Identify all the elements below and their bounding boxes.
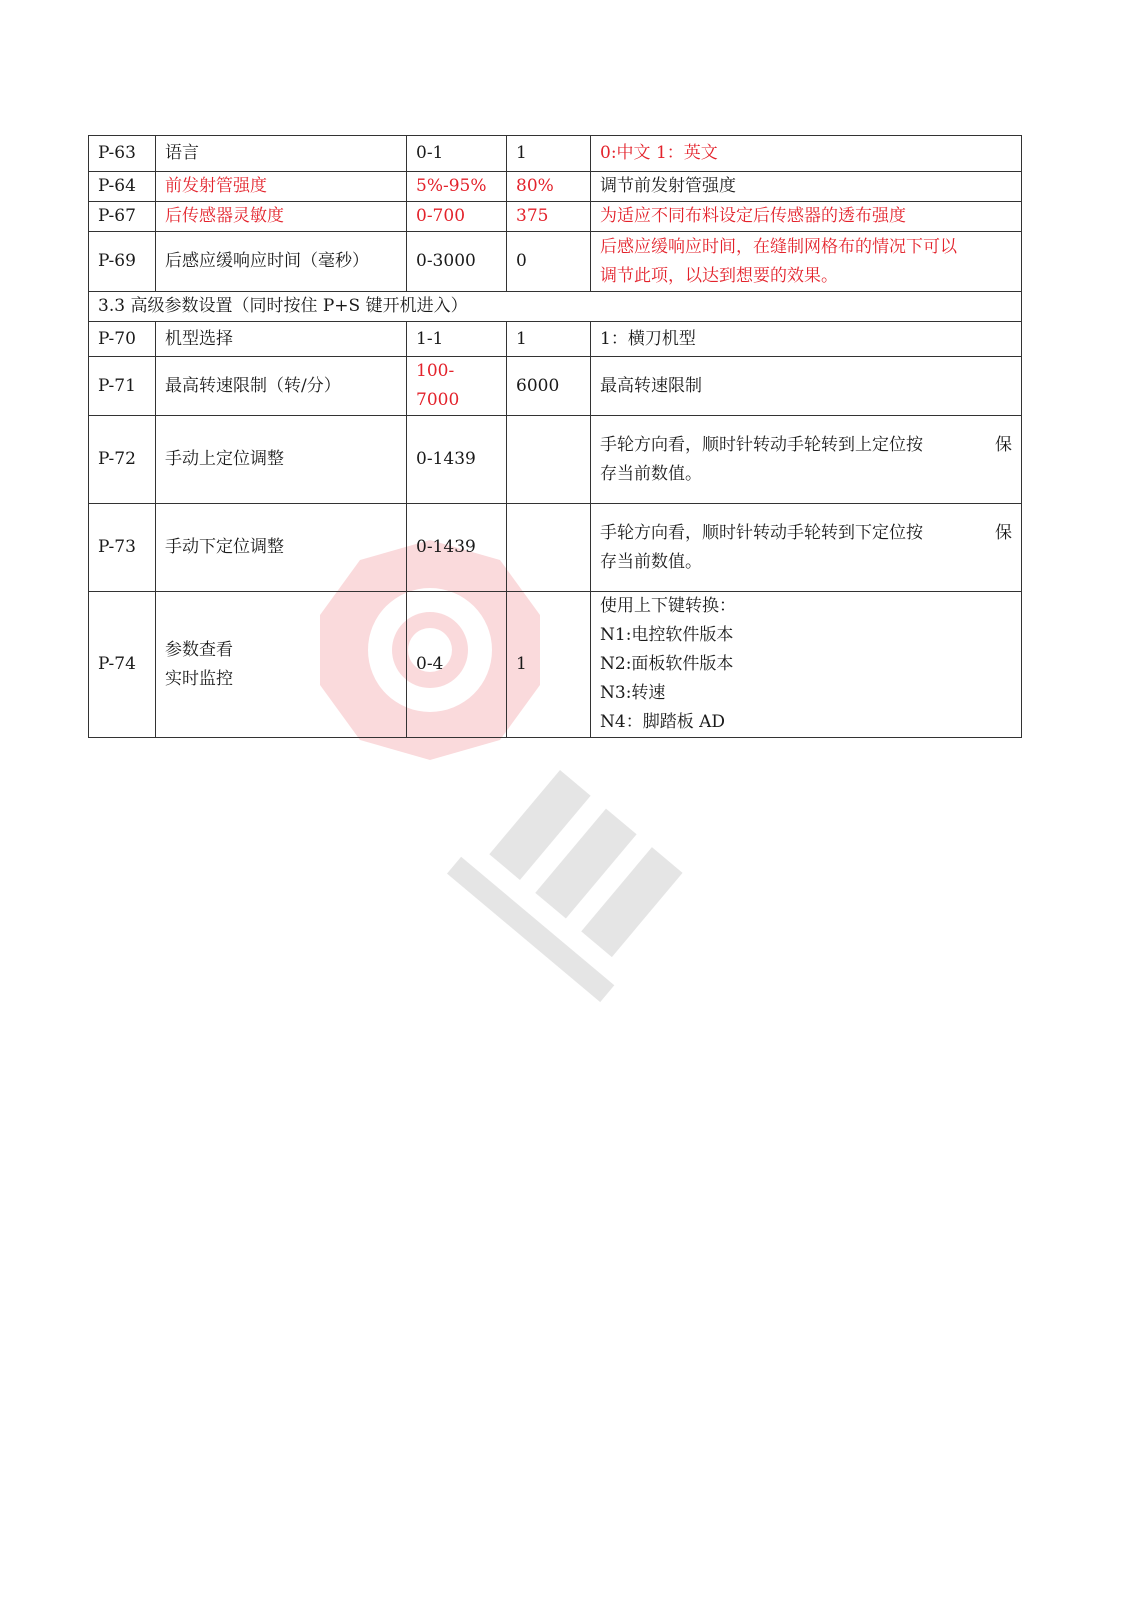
param-desc xyxy=(591,232,1022,292)
param-range: 0-1439 xyxy=(407,416,507,504)
param-default: 1 xyxy=(507,136,591,172)
desc-line: 保 xyxy=(995,522,1012,543)
param-name: 后传感器灵敏度 xyxy=(156,202,407,232)
param-range: 0-1 xyxy=(407,136,507,172)
desc-line: 保 xyxy=(995,434,1012,455)
param-name: 最高转速限制（转/分） xyxy=(156,357,407,416)
section-title: 3.3 高级参数设置（同时按住 P+S 键开机进入） xyxy=(89,292,1022,322)
param-code: P-64 xyxy=(89,172,156,202)
param-default: 1 xyxy=(507,322,591,357)
param-code: P-73 xyxy=(89,504,156,592)
desc-line: N4：脚踏板 AD xyxy=(600,712,726,732)
param-default: 6000 xyxy=(507,357,591,416)
param-name: 手动上定位调整 xyxy=(156,416,407,504)
param-default: 1 xyxy=(507,592,591,738)
param-default: 375 xyxy=(507,202,591,232)
param-name: 后感应缓响应时间（毫秒） xyxy=(156,232,407,292)
param-name: 机型选择 xyxy=(156,322,407,357)
table-row xyxy=(89,592,1022,738)
param-range: 0-1439 xyxy=(407,504,507,592)
param-default xyxy=(507,504,591,592)
param-desc: 0:中文 1：英文 xyxy=(591,136,1022,172)
param-range: 1-1 xyxy=(407,322,507,357)
table-row xyxy=(89,136,1022,172)
param-name: 手动下定位调整 xyxy=(156,504,407,592)
param-desc xyxy=(591,416,1022,504)
param-desc xyxy=(591,504,1022,592)
watermark-brand-text xyxy=(447,757,698,1002)
param-desc: 调节前发射管强度 xyxy=(591,172,1022,202)
name-line: 实时监控 xyxy=(165,668,233,689)
name-line: 参数查看 xyxy=(165,639,233,660)
param-range: 100-7000 xyxy=(407,357,507,416)
param-default: 80% xyxy=(507,172,591,202)
table-row xyxy=(89,202,1022,232)
desc-line: 后感应缓响应时间，在缝制网格布的情况下可以 xyxy=(600,236,957,257)
desc-line: N3:转速 xyxy=(600,683,666,703)
desc-line: N1:电控软件版本 xyxy=(600,625,734,645)
desc-line: 手轮方向看，顺时针转动手轮转到上定位按 xyxy=(600,434,923,455)
param-code: P-70 xyxy=(89,322,156,357)
param-range: 0-700 xyxy=(407,202,507,232)
param-name: 语言 xyxy=(156,136,407,172)
param-name xyxy=(156,592,407,738)
param-default: 0 xyxy=(507,232,591,292)
param-code: P-71 xyxy=(89,357,156,416)
param-desc: 最高转速限制 xyxy=(591,357,1022,416)
param-code: P-63 xyxy=(89,136,156,172)
param-range: 5%-95% xyxy=(407,172,507,202)
table-row xyxy=(89,357,1022,416)
param-desc: 为适应不同布料设定后传感器的透布强度 xyxy=(591,202,1022,232)
desc-line: 存当前数值。 xyxy=(600,463,702,484)
param-desc xyxy=(591,592,1022,738)
section-row xyxy=(89,292,1022,322)
parameter-table xyxy=(88,135,1022,738)
desc-line: 存当前数值。 xyxy=(600,551,702,572)
param-default xyxy=(507,416,591,504)
param-desc: 1：横刀机型 xyxy=(591,322,1022,357)
table-row xyxy=(89,232,1022,292)
param-code: P-67 xyxy=(89,202,156,232)
table-row xyxy=(89,504,1022,592)
desc-line: 调节此项，以达到想要的效果。 xyxy=(600,265,838,286)
param-name: 前发射管强度 xyxy=(156,172,407,202)
desc-line: 使用上下键转换： xyxy=(600,596,736,616)
desc-line: N2:面板软件版本 xyxy=(600,654,734,674)
table-row xyxy=(89,172,1022,202)
param-code: P-72 xyxy=(89,416,156,504)
param-range: 0-3000 xyxy=(407,232,507,292)
table-row xyxy=(89,416,1022,504)
desc-line: 手轮方向看，顺时针转动手轮转到下定位按 xyxy=(600,522,923,543)
param-code: P-69 xyxy=(89,232,156,292)
param-code: P-74 xyxy=(89,592,156,738)
table-row xyxy=(89,322,1022,357)
param-range: 0-4 xyxy=(407,592,507,738)
